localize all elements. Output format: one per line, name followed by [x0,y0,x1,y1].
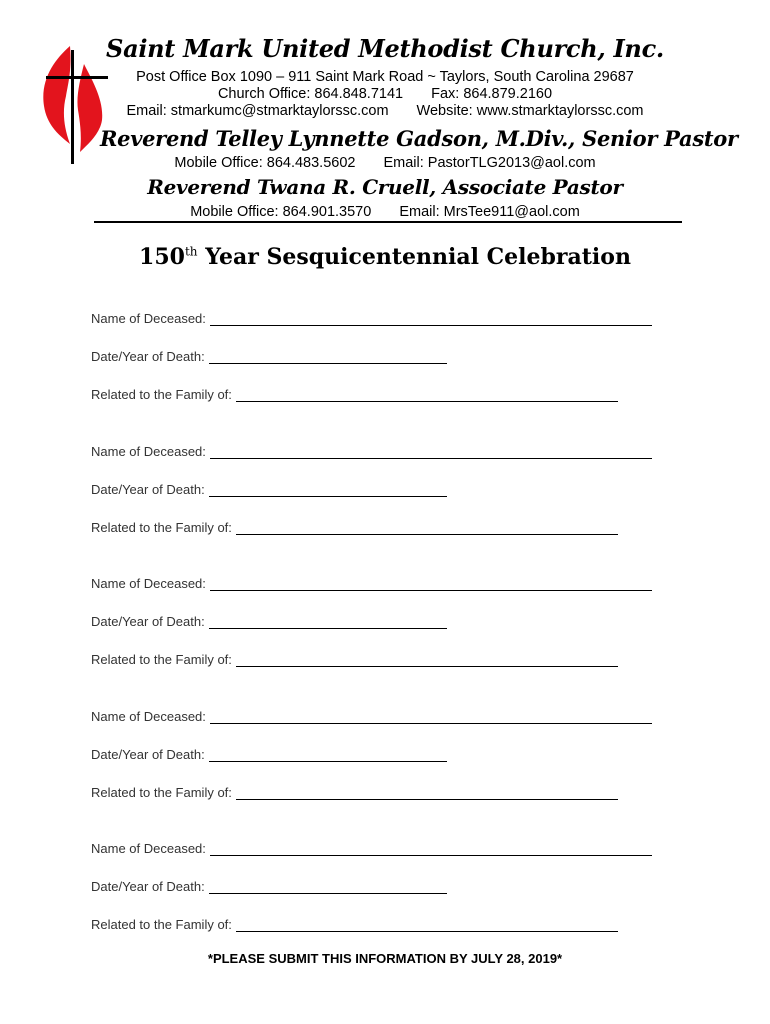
name-label: Name of Deceased: [91,709,206,724]
date-row [91,479,447,497]
associate-mobile: Mobile Office: 864.901.3570 [190,204,372,220]
name-label: Name of Deceased: [91,444,206,459]
related-label: Related to the Family of: [91,785,232,800]
church-office-phone: Church Office: 864.848.7141 [217,86,404,102]
related-row [91,914,618,932]
date-row [91,611,447,629]
related-field[interactable] [236,389,618,402]
associate-pastor-name: Reverend Twana R. Cruell, Associate Pastor [147,175,623,199]
associate-email: Email: MrsTee911@aol.com [399,204,580,220]
church-name: Saint Mark United Methodist Church, Inc. [106,34,664,63]
pastor-mobile: Mobile Office: 864.483.5602 [174,155,356,171]
name-label: Name of Deceased: [91,576,206,591]
related-row [91,782,618,800]
submission-deadline: *PLEASE SUBMIT THIS INFORMATION BY JULY 28, 2019* [207,951,563,966]
related-label: Related to the Family of: [91,387,232,402]
name-label: Name of Deceased: [91,311,206,326]
email-website-line [100,103,670,120]
date-field[interactable] [209,749,447,762]
name-field[interactable] [210,313,652,326]
fax-number: Fax: 864.879.2160 [431,86,553,102]
date-label: Date/Year of Death: [91,879,205,894]
related-label: Related to the Family of: [91,652,232,667]
flame-left-icon [43,46,70,144]
related-row [91,649,618,667]
date-field[interactable] [209,616,447,629]
date-label: Date/Year of Death: [91,614,205,629]
header-divider [94,221,682,223]
name-row [91,308,652,326]
date-row [91,876,447,894]
church-email: Email: stmarkumc@stmarktaylorssc.com [126,103,389,119]
cross-horizontal [46,76,108,79]
related-field[interactable] [236,654,618,667]
date-label: Date/Year of Death: [91,482,205,497]
church-office-line [100,86,670,103]
title-text: Year Sesquicentennial Celebration [197,244,631,270]
date-label: Date/Year of Death: [91,747,205,762]
related-field[interactable] [236,919,618,932]
date-row [91,346,447,364]
date-row [91,744,447,762]
related-field[interactable] [236,787,618,800]
title-number: 150 [139,244,185,270]
pastor-email: Email: PastorTLG2013@aol.com [383,155,596,171]
name-row [91,838,652,856]
related-label: Related to the Family of: [91,917,232,932]
form-title [0,244,770,270]
name-field[interactable] [210,578,652,591]
title-suffix: th [184,244,198,259]
name-field[interactable] [210,446,652,459]
date-field[interactable] [209,881,447,894]
name-label: Name of Deceased: [91,841,206,856]
related-row [91,517,618,535]
date-field[interactable] [209,351,447,364]
name-field[interactable] [210,843,652,856]
related-field[interactable] [236,522,618,535]
name-row [91,573,652,591]
church-website: Website: www.stmarktaylorssc.com [416,103,644,119]
related-label: Related to the Family of: [91,520,232,535]
name-field[interactable] [210,711,652,724]
date-field[interactable] [209,484,447,497]
related-row [91,384,618,402]
senior-pastor-contact [100,155,670,172]
address-line: Post Office Box 1090 – 911 Saint Mark Road ~ Taylors, South Carolina 29687 [136,69,634,85]
name-row [91,441,652,459]
cross-vertical [71,50,74,164]
name-row [91,706,652,724]
date-label: Date/Year of Death: [91,349,205,364]
senior-pastor-name: Reverend Telley Lynnette Gadson, M.Div., Senior Pastor [100,126,738,151]
associate-pastor-contact [100,204,670,221]
